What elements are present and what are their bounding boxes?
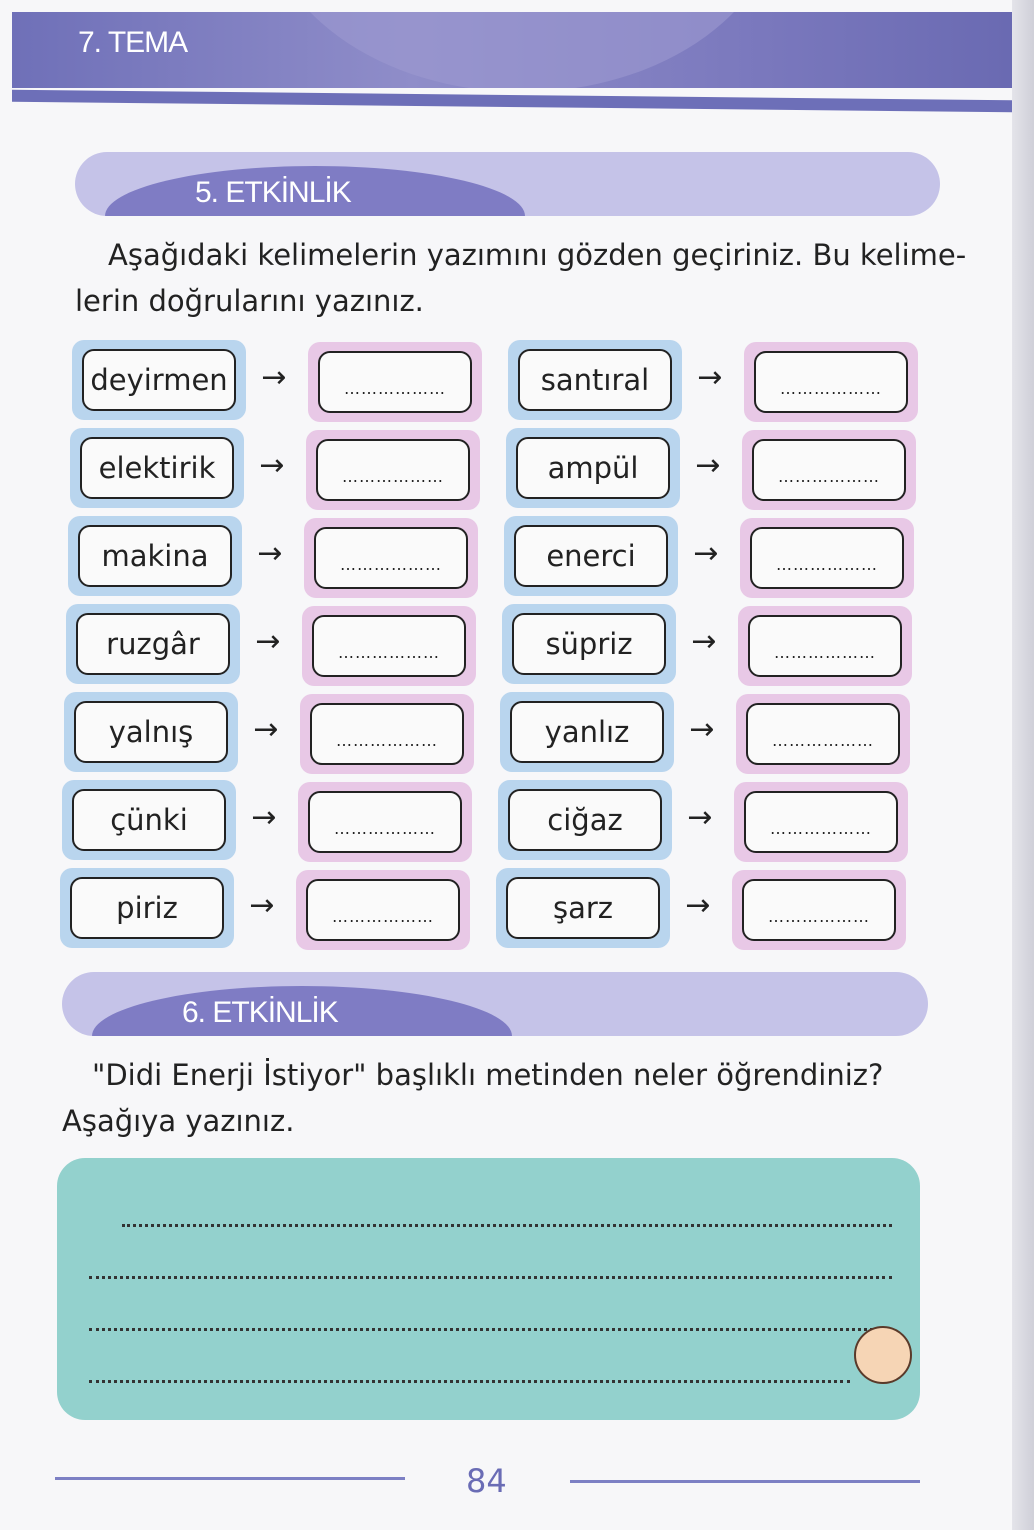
- arrow-icon: →: [689, 712, 715, 747]
- answer-line[interactable]: [89, 1328, 892, 1331]
- left-answer-box[interactable]: [302, 606, 476, 686]
- arrow-icon: →: [251, 800, 277, 835]
- page-number: 84: [466, 1462, 507, 1500]
- word-text: çünki: [72, 789, 226, 851]
- left-answer-box[interactable]: [300, 694, 474, 774]
- right-misspelled-word: [498, 780, 672, 860]
- word-text: santıral: [518, 349, 672, 411]
- activity6-banner: [62, 972, 928, 1036]
- left-answer-box[interactable]: [304, 518, 478, 598]
- arrow-icon: →: [249, 888, 275, 923]
- activity6-instruction-1: "Didi Enerji İstiyor" başlıklı metinden neler öğrendiniz?: [92, 1058, 884, 1092]
- right-answer-box[interactable]: [734, 782, 908, 862]
- activity5-instruction-2: lerin doğrularını yazınız.: [75, 284, 424, 318]
- left-misspelled-word: [60, 868, 234, 948]
- word-text: makina: [78, 525, 232, 587]
- arrow-icon: →: [697, 360, 723, 395]
- right-answer-box[interactable]: [744, 342, 918, 422]
- right-misspelled-word: [504, 516, 678, 596]
- blank-dots: ………………: [768, 906, 870, 926]
- blank-dots: ………………: [344, 378, 446, 398]
- left-misspelled-word: [68, 516, 242, 596]
- blank-dots: ………………: [334, 818, 436, 838]
- left-misspelled-word: [66, 604, 240, 684]
- right-misspelled-word: [496, 868, 670, 948]
- word-text: enerci: [514, 525, 668, 587]
- left-misspelled-word: [64, 692, 238, 772]
- arrow-icon: →: [685, 888, 711, 923]
- activity5-instruction-1: Aşağıdaki kelimelerin yazımını gözden geçiriniz. Bu kelime-: [108, 238, 967, 272]
- word-text: süpriz: [512, 613, 666, 675]
- arrow-icon: →: [253, 712, 279, 747]
- activity6-instruction-2: Aşağıya yazınız.: [62, 1104, 295, 1138]
- right-misspelled-word: [500, 692, 674, 772]
- footer-line-left: [55, 1477, 405, 1480]
- answer-line[interactable]: [122, 1224, 892, 1227]
- left-misspelled-word: [70, 428, 244, 508]
- footer-line-right: [570, 1480, 920, 1483]
- arrow-icon: →: [259, 448, 285, 483]
- blank-dots: ………………: [332, 906, 434, 926]
- right-answer-box[interactable]: [736, 694, 910, 774]
- answer-line[interactable]: [89, 1276, 892, 1279]
- arrow-icon: →: [691, 624, 717, 659]
- blank-dots: ………………: [342, 466, 444, 486]
- blank-dots: ………………: [776, 554, 878, 574]
- blank-dots: ………………: [774, 642, 876, 662]
- right-answer-box[interactable]: [740, 518, 914, 598]
- blank-dots: ………………: [770, 818, 872, 838]
- arrow-icon: →: [687, 800, 713, 835]
- activity6-title: 6. ETKİNLİK: [182, 996, 338, 1029]
- girl-mascot-icon: [854, 1326, 912, 1384]
- answer-area[interactable]: [57, 1158, 920, 1420]
- word-text: deyirmen: [82, 349, 236, 411]
- blank-dots: ………………: [772, 730, 874, 750]
- blank-dots: ………………: [340, 554, 442, 574]
- word-text: ruzgâr: [76, 613, 230, 675]
- right-misspelled-word: [502, 604, 676, 684]
- answer-line[interactable]: [89, 1380, 850, 1383]
- word-text: yanlız: [510, 701, 664, 763]
- word-text: ampül: [516, 437, 670, 499]
- word-text: elektirik: [80, 437, 234, 499]
- header-stripe: [12, 90, 1012, 112]
- word-text: piriz: [70, 877, 224, 939]
- right-misspelled-word: [506, 428, 680, 508]
- arrow-icon: →: [255, 624, 281, 659]
- arrow-icon: →: [257, 536, 283, 571]
- activity5-title: 5. ETKİNLİK: [195, 176, 351, 209]
- left-misspelled-word: [72, 340, 246, 420]
- blank-dots: ………………: [780, 378, 882, 398]
- left-answer-box[interactable]: [298, 782, 472, 862]
- arrow-icon: →: [695, 448, 721, 483]
- left-answer-box[interactable]: [308, 342, 482, 422]
- blank-dots: ………………: [778, 466, 880, 486]
- right-answer-box[interactable]: [732, 870, 906, 950]
- left-answer-box[interactable]: [306, 430, 480, 510]
- right-misspelled-word: [508, 340, 682, 420]
- word-text: yalnış: [74, 701, 228, 763]
- right-answer-box[interactable]: [742, 430, 916, 510]
- activity5-banner: [75, 152, 940, 216]
- page-edge: [1012, 0, 1034, 1530]
- word-text: ciğaz: [508, 789, 662, 851]
- theme-title: 7. TEMA: [78, 26, 188, 59]
- arrow-icon: →: [693, 536, 719, 571]
- word-text: şarz: [506, 877, 660, 939]
- left-answer-box[interactable]: [296, 870, 470, 950]
- left-misspelled-word: [62, 780, 236, 860]
- right-answer-box[interactable]: [738, 606, 912, 686]
- blank-dots: ………………: [338, 642, 440, 662]
- blank-dots: ………………: [336, 730, 438, 750]
- arrow-icon: →: [261, 360, 287, 395]
